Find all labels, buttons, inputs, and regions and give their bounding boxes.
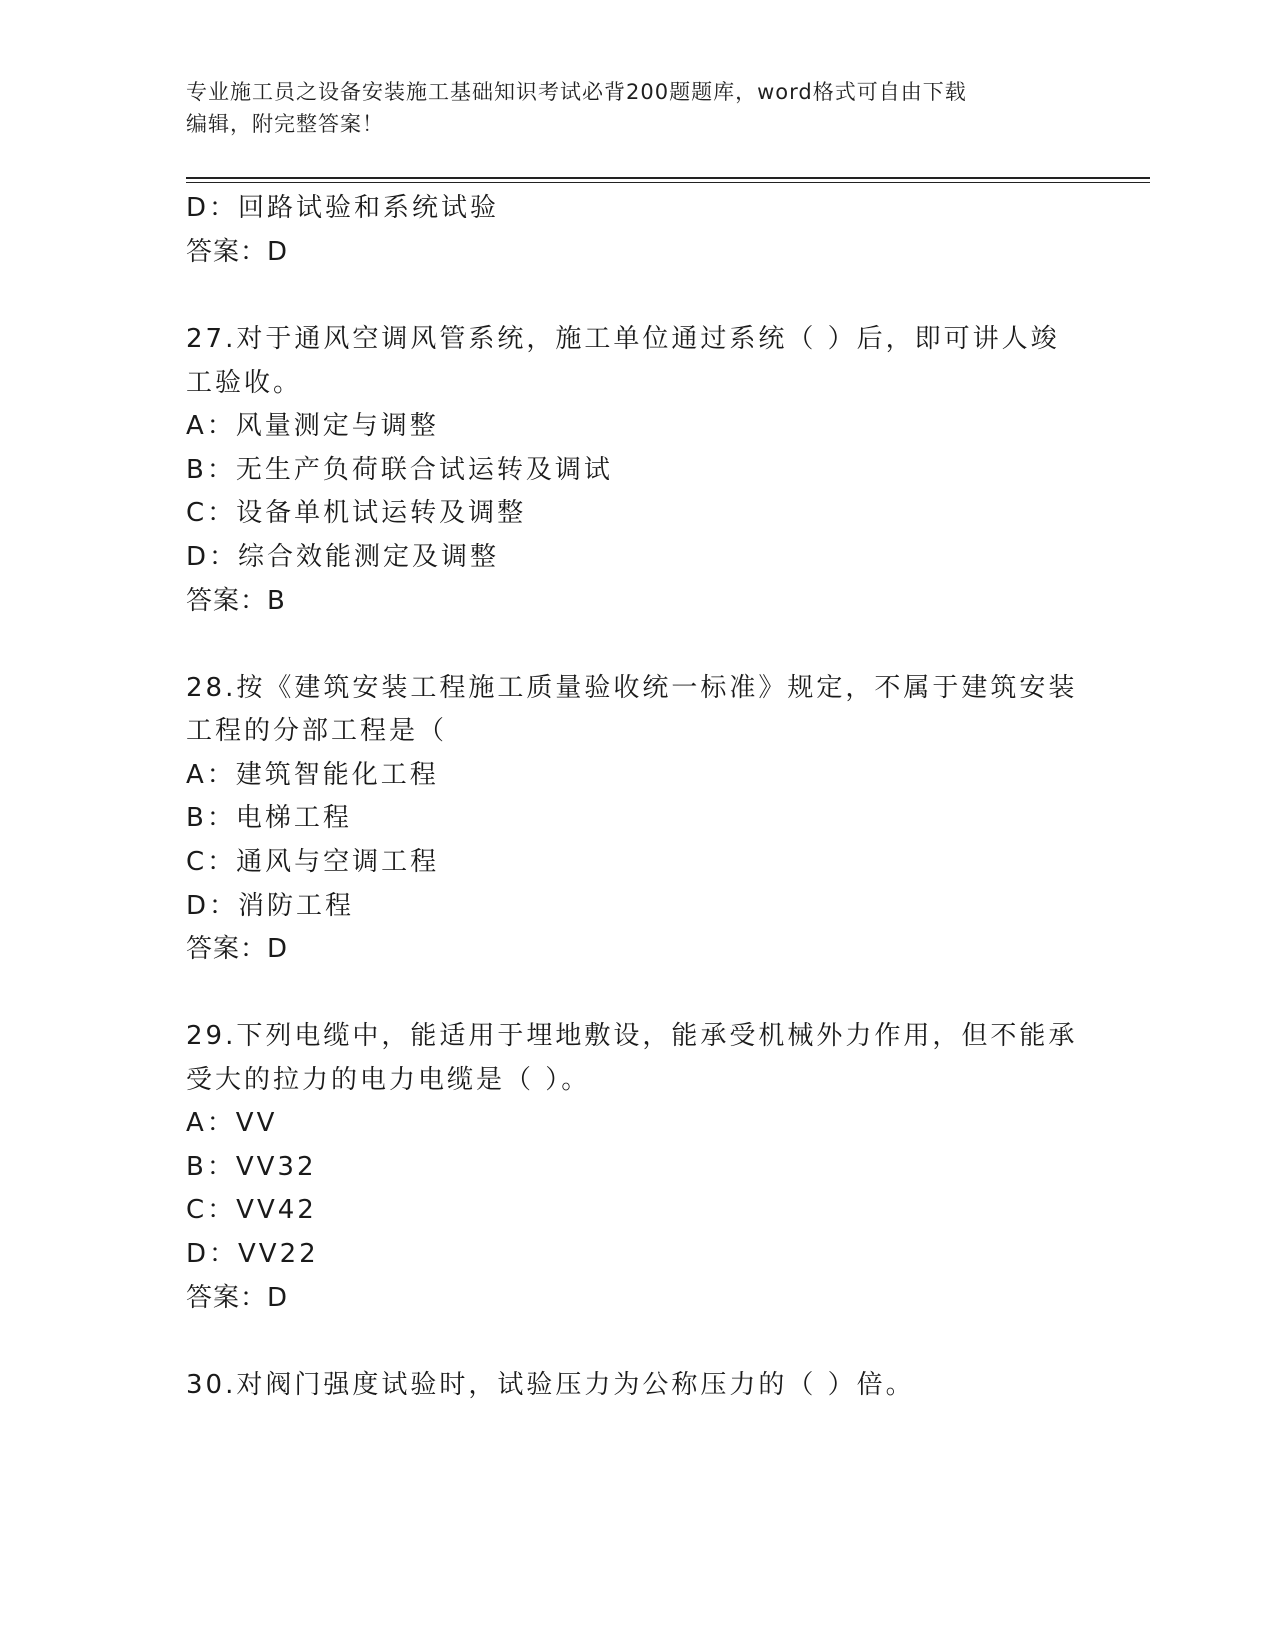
q28-stem-line-2: 工程的分部工程是（ [186, 716, 448, 746]
q28-option-c: C：通风与空调工程 [186, 847, 440, 877]
prev-option-d: D：回路试验和系统试验 [186, 193, 500, 223]
q29-option-a: A：VV [186, 1108, 278, 1138]
q29-option-c: C：VV42 [186, 1195, 317, 1225]
q29-stem-line-2: 受大的拉力的电力电缆是（ ）。 [186, 1065, 591, 1095]
q30-stem-line-1: 30.对阀门强度试验时，试验压力为公称压力的（ ）倍。 [186, 1370, 915, 1400]
header-divider-thin [186, 182, 1150, 183]
q28-option-a: A：建筑智能化工程 [186, 760, 439, 790]
q28-answer: 答案：D [186, 934, 289, 964]
header-line-2: 编辑，附完整答案！ [186, 112, 384, 136]
q28-stem-line-1: 28.按《建筑安装工程施工质量验收统一标准》规定，不属于建筑安装 [186, 673, 1078, 703]
q29-stem-line-1: 29.下列电缆中，能适用于埋地敷设，能承受机械外力作用，但不能承 [186, 1021, 1078, 1051]
q27-stem-line-1: 27.对于通风空调风管系统，施工单位通过系统（ ）后，即可讲人竣 [186, 324, 1060, 354]
q28-option-d: D：消防工程 [186, 891, 355, 921]
header-line-1: 专业施工员之设备安装施工基础知识考试必背200题题库，word格式可自由下载 [186, 80, 967, 104]
header-divider-thick [186, 177, 1150, 179]
q29-answer: 答案：D [186, 1283, 289, 1313]
q27-stem-line-2: 工验收。 [186, 368, 303, 398]
prev-answer: 答案：D [186, 237, 289, 267]
q27-option-c: C：设备单机试运转及调整 [186, 498, 527, 528]
q27-option-d: D：综合效能测定及调整 [186, 542, 500, 572]
q27-option-b: B：无生产负荷联合试运转及调试 [186, 455, 613, 485]
q27-option-a: A：风量测定与调整 [186, 411, 439, 441]
document-header [186, 76, 1086, 140]
q29-option-b: B：VV32 [186, 1152, 317, 1182]
q28-option-b: B：电梯工程 [186, 803, 352, 833]
q29-option-d: D：VV22 [186, 1239, 319, 1269]
q27-answer: 答案：B [186, 586, 286, 616]
